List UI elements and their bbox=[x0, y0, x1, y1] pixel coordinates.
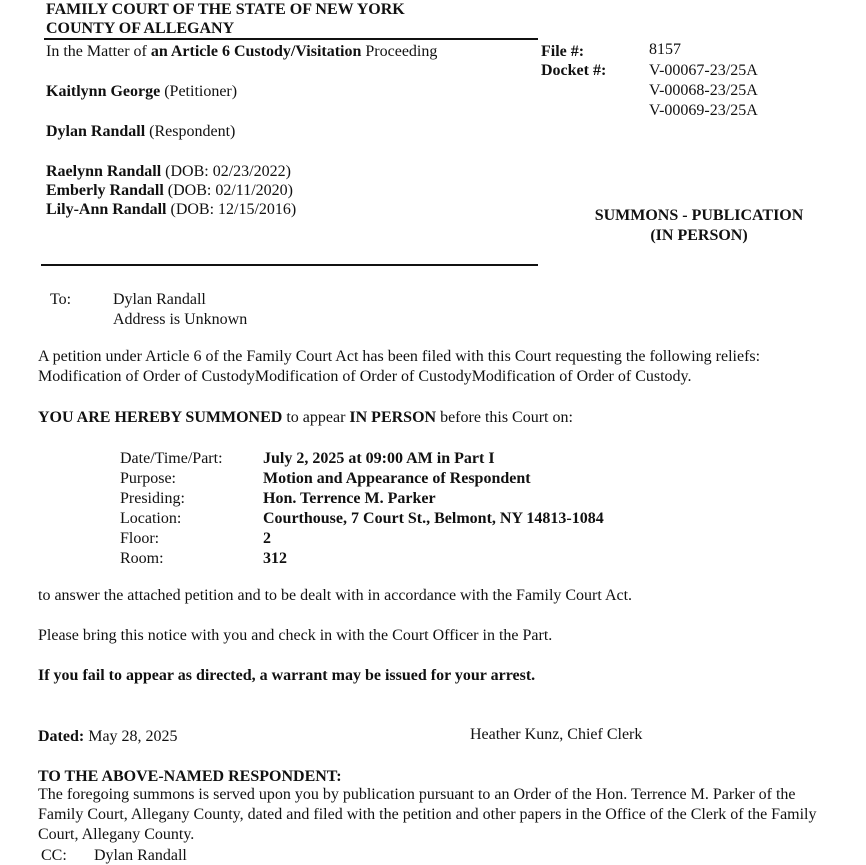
docket-number: V-00068-23/25A bbox=[649, 82, 758, 99]
warning-text: If you fail to appear as directed, a warrant may be issued for your arrest. bbox=[38, 667, 536, 684]
hearing-label: Location: bbox=[120, 510, 182, 527]
header-rule bbox=[44, 38, 538, 40]
petition-paragraph: A petition under Article 6 of the Family Court Act has been filed with this Court requesting the following reliefs: Modification of Order of CustodyModification of Order of CustodyModification of Order of Custody. bbox=[38, 348, 761, 385]
child-dob: (DOB: 02/23/2022) bbox=[165, 163, 291, 180]
court-county: COUNTY OF ALLEGANY bbox=[46, 20, 235, 37]
dated-line bbox=[38, 727, 178, 746]
child-dob: (DOB: 12/15/2016) bbox=[170, 201, 297, 218]
hearing-value: Motion and Appearance of Respondent bbox=[263, 470, 531, 487]
child bbox=[46, 162, 291, 181]
dated-value: May 28, 2025 bbox=[88, 728, 178, 745]
to-address: Address is Unknown bbox=[113, 311, 248, 328]
docket-number: V-00069-23/25A bbox=[649, 102, 758, 119]
cc-label: CC: bbox=[41, 847, 67, 864]
hearing-row bbox=[120, 469, 604, 489]
summons-bold: YOU ARE HEREBY SUMMONED bbox=[38, 409, 283, 426]
summons-text: to appear bbox=[286, 409, 346, 426]
child bbox=[46, 200, 296, 219]
bring-notice-text: Please bring this notice with you and check in with the Court Officer in the Part. bbox=[38, 627, 553, 644]
petitioner-name: Kaitlynn George bbox=[46, 83, 161, 100]
court-name: FAMILY COURT OF THE STATE OF NEW YORK bbox=[46, 1, 405, 18]
child bbox=[46, 181, 293, 200]
dated-label: Dated: bbox=[38, 728, 85, 745]
document-subtitle: (IN PERSON) bbox=[650, 227, 748, 244]
hearing-row bbox=[120, 529, 604, 549]
matter-line bbox=[46, 42, 437, 61]
hearing-label: Room: bbox=[120, 550, 164, 567]
hearing-row bbox=[120, 449, 604, 469]
cc-name: Dylan Randall bbox=[94, 847, 187, 864]
child-name: Raelynn Randall bbox=[46, 163, 162, 180]
file-label: File #: bbox=[541, 43, 585, 60]
hearing-details bbox=[120, 449, 604, 569]
docket-label: Docket #: bbox=[541, 62, 607, 79]
document-title: SUMMONS - PUBLICATION bbox=[594, 207, 804, 224]
hearing-value: July 2, 2025 at 09:00 AM in Part I bbox=[263, 450, 495, 467]
child-name: Lily-Ann Randall bbox=[46, 201, 167, 218]
hearing-value: Courthouse, 7 Court St., Belmont, NY 14813-1084 bbox=[263, 510, 604, 527]
hearing-row bbox=[120, 549, 604, 569]
respondent-name: Dylan Randall bbox=[46, 123, 146, 140]
child-name: Emberly Randall bbox=[46, 182, 164, 199]
petitioner-role: (Petitioner) bbox=[164, 83, 238, 100]
to-name: Dylan Randall bbox=[113, 291, 206, 308]
respondent-notice-heading: TO THE ABOVE-NAMED RESPONDENT: bbox=[38, 768, 342, 785]
hearing-label: Floor: bbox=[120, 530, 160, 547]
petitioner bbox=[46, 82, 237, 101]
matter-suffix: Proceeding bbox=[365, 43, 438, 60]
hearing-value: 312 bbox=[263, 550, 287, 567]
caption-rule bbox=[41, 264, 538, 266]
hearing-label: Date/Time/Part: bbox=[120, 450, 223, 467]
hearing-label: Presiding: bbox=[120, 490, 185, 507]
to-label: To: bbox=[50, 291, 72, 308]
summons-in-person: IN PERSON bbox=[349, 409, 437, 426]
summons-text-end: before this Court on: bbox=[440, 409, 573, 426]
summons-line bbox=[38, 408, 573, 427]
matter-type: an Article 6 Custody/Visitation bbox=[150, 43, 362, 60]
hearing-label: Purpose: bbox=[120, 470, 176, 487]
hearing-row bbox=[120, 509, 604, 529]
respondent-role: (Respondent) bbox=[149, 123, 236, 140]
respondent bbox=[46, 122, 235, 141]
answer-text: to answer the attached petition and to be dealt with in accordance with the Family Court Act. bbox=[38, 587, 633, 604]
docket-number: V-00067-23/25A bbox=[649, 62, 758, 79]
clerk-signature: Heather Kunz, Chief Clerk bbox=[470, 726, 643, 743]
matter-prefix: In the Matter of bbox=[46, 43, 147, 60]
respondent-notice-text: The foregoing summons is served upon you by publication pursuant to an Order of the Hon. Terrence M. Parker of the Family Court, Allegany County, dated and filed with the petition and other papers in the Office of the Clerk of the Family Court, Allegany County. bbox=[38, 786, 817, 843]
file-number: 8157 bbox=[649, 41, 681, 58]
hearing-value: 2 bbox=[263, 530, 271, 547]
hearing-row bbox=[120, 489, 604, 509]
hearing-value: Hon. Terrence M. Parker bbox=[263, 490, 436, 507]
child-dob: (DOB: 02/11/2020) bbox=[167, 182, 293, 199]
